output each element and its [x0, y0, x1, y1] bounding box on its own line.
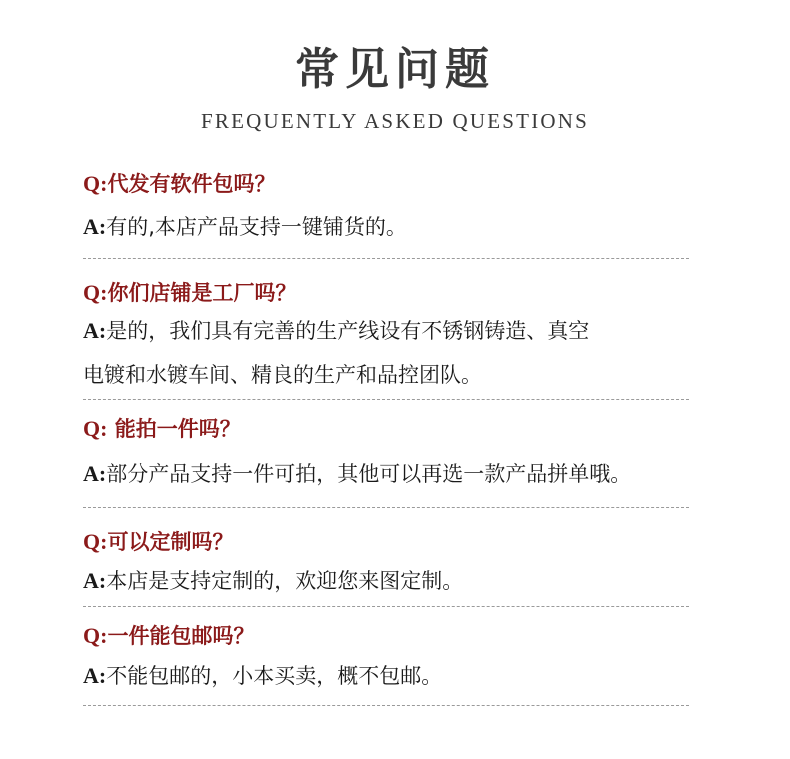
- divider: [83, 258, 689, 259]
- question-prefix: Q:: [83, 529, 108, 554]
- answer-prefix: A:: [83, 663, 107, 688]
- answer-text: 不能包邮的，小本买卖，概不包邮。: [106, 664, 443, 688]
- page-subtitle: FREQUENTLY ASKED QUESTIONS: [201, 109, 589, 133]
- faq-question-2: [83, 278, 296, 308]
- answer-text: 是的，我们具有完善的生产线设有不锈钢铸造、真空: [106, 319, 590, 343]
- divider: [83, 507, 689, 508]
- faq-answer-2-line-2: [83, 360, 482, 390]
- question-prefix: Q:: [83, 171, 108, 196]
- answer-text: 部分产品支持一件可拍，其他可以再选一款产品拼单哦。: [106, 462, 632, 486]
- answer-text: 有的,本店产品支持一键铺货的。: [106, 215, 407, 239]
- answer-prefix: A:: [83, 318, 107, 343]
- divider: [83, 399, 689, 400]
- faq-answer-1: [83, 212, 407, 242]
- answer-text: 电镀和水镀车间、精良的生产和品控团队。: [83, 363, 482, 387]
- answer-text: 本店是支持定制的，欢迎您来图定制。: [106, 569, 464, 593]
- faq-answer-3: [83, 459, 631, 489]
- question-text: 能拍一件吗？: [107, 417, 241, 441]
- page-title: 常见问题: [295, 44, 495, 95]
- answer-prefix: A:: [83, 214, 107, 239]
- faq-answer-2: [83, 316, 589, 346]
- question-text: 你们店铺是工厂吗？: [107, 281, 297, 305]
- question-text: 代发有软件包吗？: [107, 172, 276, 196]
- divider: [83, 606, 689, 607]
- answer-prefix: A:: [83, 568, 107, 593]
- faq-question-3: [83, 414, 241, 444]
- faq-header: [0, 40, 790, 136]
- question-prefix: Q:: [83, 623, 108, 648]
- faq-question-4: [83, 527, 233, 557]
- faq-answer-5: [83, 661, 442, 691]
- question-prefix: Q:: [83, 416, 108, 441]
- answer-prefix: A:: [83, 461, 107, 486]
- divider: [83, 705, 689, 706]
- question-text: 可以定制吗？: [107, 530, 234, 554]
- faq-answer-4: [83, 566, 463, 596]
- faq-question-1: [83, 169, 275, 199]
- faq-question-5: [83, 621, 254, 651]
- question-text: 一件能包邮吗？: [107, 624, 255, 648]
- question-prefix: Q:: [83, 280, 108, 305]
